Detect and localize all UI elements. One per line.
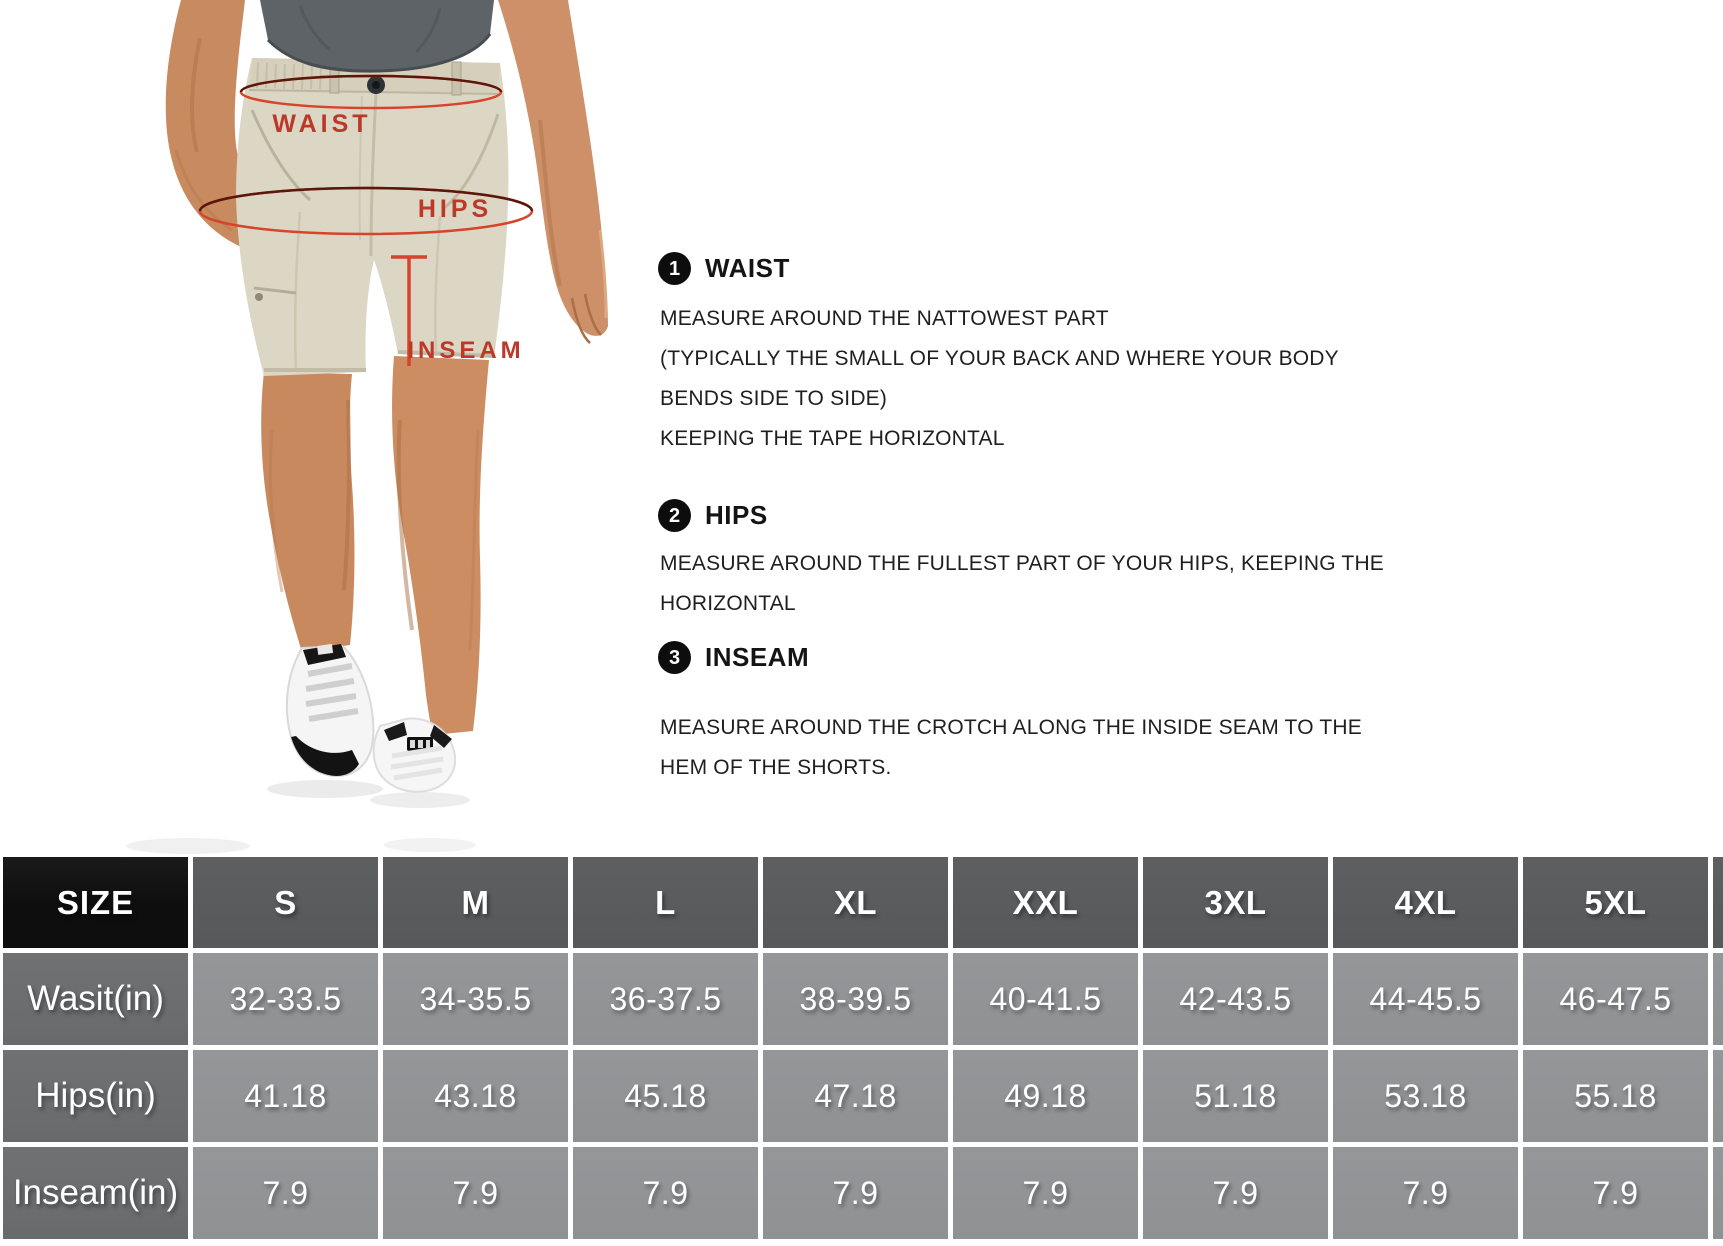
- value-cell: 7.9: [953, 1147, 1138, 1239]
- instruction-title-hips: HIPS: [705, 500, 768, 530]
- instruction-line: MEASURE AROUND THE CROTCH ALONG THE INSIDE SEAM TO THE: [660, 716, 1362, 739]
- right-arm: [498, 0, 608, 343]
- step-2-badge: 2: [658, 499, 691, 532]
- value-cell: 36-37.5: [573, 953, 758, 1045]
- size-header-cell: M: [383, 857, 568, 948]
- waist-annotation: WAIST: [272, 110, 372, 138]
- left-shoe: [287, 644, 374, 776]
- value-cell: 7.9: [573, 1147, 758, 1239]
- shoe-shadow: [370, 792, 470, 808]
- instruction-line: HORIZONTAL: [660, 592, 796, 615]
- value-cell: 7.9: [193, 1147, 378, 1239]
- value-cell: 38-39.5: [763, 953, 948, 1045]
- clipped-edge-cell: [1713, 1050, 1723, 1142]
- value-cell: 42-43.5: [1143, 953, 1328, 1045]
- value-cell: 7.9: [1523, 1147, 1708, 1239]
- value-cell: 40-41.5: [953, 953, 1138, 1045]
- value-cell: 7.9: [1333, 1147, 1518, 1239]
- left-leg: [261, 372, 354, 652]
- shoe-shadow: [267, 780, 383, 798]
- instruction-line: (TYPICALLY THE SMALL OF YOUR BACK AND WHERE YOUR BODY: [660, 347, 1339, 370]
- clipped-edge-cell: [1713, 1147, 1723, 1239]
- size-header-cell: L: [573, 857, 758, 948]
- floor-shadow: [384, 838, 476, 852]
- right-leg: [392, 356, 489, 735]
- size-header-cell: 3XL: [1143, 857, 1328, 948]
- value-cell: 46-47.5: [1523, 953, 1708, 1045]
- value-cell: 41.18: [193, 1050, 378, 1142]
- instruction-section-hips: [658, 499, 1384, 624]
- size-header-cell: XL: [763, 857, 948, 948]
- value-cell: 45.18: [573, 1050, 758, 1142]
- zipper-pull: [255, 293, 263, 301]
- value-cell: 51.18: [1143, 1050, 1328, 1142]
- value-cell: 55.18: [1523, 1050, 1708, 1142]
- floor-shadow: [126, 838, 250, 854]
- size-header-cell: XXL: [953, 857, 1138, 948]
- value-cell: 49.18: [953, 1050, 1138, 1142]
- row-label-cell: Inseam(in): [3, 1147, 188, 1239]
- clipped-edge-cell: [1713, 857, 1723, 948]
- value-cell: 7.9: [1143, 1147, 1328, 1239]
- instruction-line: MEASURE AROUND THE NATTOWEST PART: [660, 307, 1109, 330]
- instruction-line: MEASURE AROUND THE FULLEST PART OF YOUR HIPS, KEEPING THE: [660, 552, 1385, 575]
- size-header-cell: S: [193, 857, 378, 948]
- value-cell: 47.18: [763, 1050, 948, 1142]
- size-chart-table: [3, 857, 1723, 1239]
- instruction-title-inseam: INSEAM: [705, 642, 810, 672]
- clipped-edge-cell: [1713, 953, 1723, 1045]
- step-1-badge: 1: [658, 252, 691, 285]
- value-cell: 44-45.5: [1333, 953, 1518, 1045]
- row-label-cell: Wasit(in): [3, 953, 188, 1045]
- value-cell: 53.18: [1333, 1050, 1518, 1142]
- value-cell: 32-33.5: [193, 953, 378, 1045]
- step-3-badge: 3: [658, 641, 691, 674]
- value-cell: 7.9: [763, 1147, 948, 1239]
- instruction-line: HEM OF THE SHORTS.: [660, 756, 892, 779]
- model-figure: [0, 0, 640, 856]
- value-cell: 7.9: [383, 1147, 568, 1239]
- value-cell: 43.18: [383, 1050, 568, 1142]
- size-corner-cell: SIZE: [3, 857, 188, 948]
- instruction-title-waist: WAIST: [705, 253, 790, 283]
- instruction-section-inseam: [658, 641, 1362, 788]
- row-label-cell: Hips(in): [3, 1050, 188, 1142]
- instruction-section-waist: [658, 252, 1339, 459]
- hips-annotation: HIPS: [417, 195, 493, 223]
- value-cell: 34-35.5: [383, 953, 568, 1045]
- size-header-cell: 5XL: [1523, 857, 1708, 948]
- inseam-annotation: INSEAM: [407, 337, 525, 364]
- instruction-line: KEEPING THE TAPE HORIZONTAL: [660, 427, 1005, 450]
- size-header-cell: 4XL: [1333, 857, 1518, 948]
- instruction-line: BENDS SIDE TO SIDE): [660, 387, 888, 410]
